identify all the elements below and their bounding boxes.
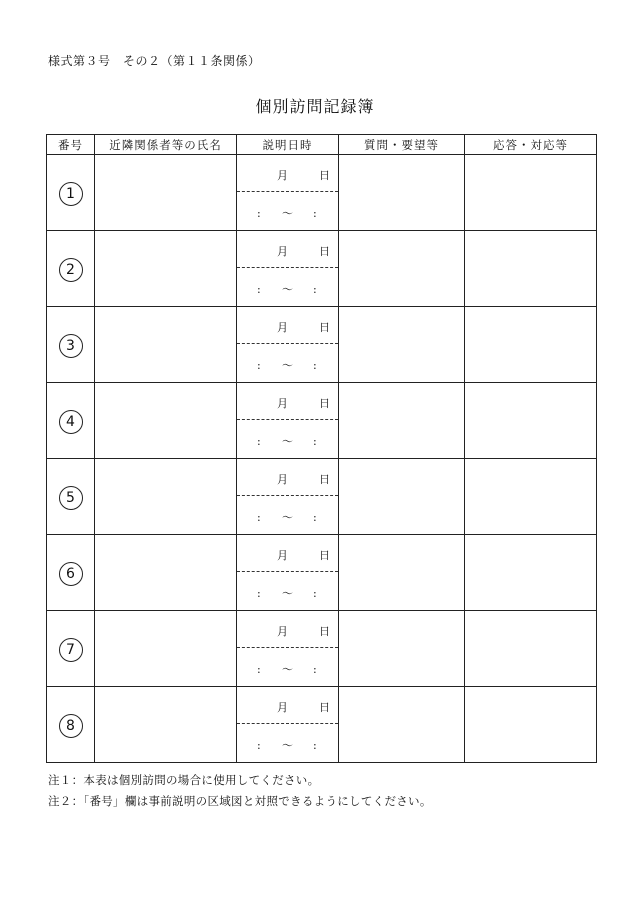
table-row bbox=[47, 307, 597, 383]
end-time-colon: : bbox=[313, 207, 317, 220]
column-header-response: 応答・対応等 bbox=[465, 135, 597, 155]
note-2: 注２：「番号」欄は事前説明の区域図と対照できるようにしてください。 bbox=[48, 794, 432, 808]
time-range-tilde: 〜 bbox=[282, 435, 293, 448]
visit-record-table bbox=[46, 134, 597, 763]
end-time-colon: : bbox=[313, 435, 317, 448]
response-cell[interactable] bbox=[465, 383, 597, 459]
datetime-cell[interactable] bbox=[237, 535, 339, 611]
row-number-cell bbox=[47, 611, 95, 687]
name-cell[interactable] bbox=[95, 231, 237, 307]
question-cell[interactable] bbox=[339, 231, 465, 307]
table-header-row bbox=[47, 135, 597, 155]
time-range-tilde: 〜 bbox=[282, 587, 293, 600]
time-range-tilde: 〜 bbox=[282, 283, 293, 296]
table-row bbox=[47, 687, 597, 763]
response-cell[interactable] bbox=[465, 687, 597, 763]
table-row bbox=[47, 383, 597, 459]
question-cell[interactable] bbox=[339, 687, 465, 763]
question-cell[interactable] bbox=[339, 383, 465, 459]
end-time-colon: : bbox=[313, 359, 317, 372]
datetime-cell[interactable] bbox=[237, 155, 339, 231]
form-number: 様式第３号 その２（第１１条関係） bbox=[48, 54, 261, 68]
day-label: 日 bbox=[319, 169, 330, 182]
name-cell[interactable] bbox=[95, 383, 237, 459]
time-subcell[interactable] bbox=[237, 648, 338, 685]
row-number-cell bbox=[47, 687, 95, 763]
name-cell[interactable] bbox=[95, 155, 237, 231]
date-subcell[interactable] bbox=[237, 231, 338, 268]
time-subcell[interactable] bbox=[237, 572, 338, 609]
start-time-colon: : bbox=[257, 587, 261, 600]
datetime-cell[interactable] bbox=[237, 307, 339, 383]
day-label: 日 bbox=[319, 321, 330, 334]
time-range-tilde: 〜 bbox=[282, 207, 293, 220]
time-subcell[interactable] bbox=[237, 724, 338, 761]
month-label: 月 bbox=[277, 321, 288, 334]
column-header-datetime: 説明日時 bbox=[237, 135, 339, 155]
response-cell[interactable] bbox=[465, 307, 597, 383]
row-number-cell bbox=[47, 383, 95, 459]
month-label: 月 bbox=[277, 169, 288, 182]
month-label: 月 bbox=[277, 397, 288, 410]
name-cell[interactable] bbox=[95, 687, 237, 763]
row-number: 3 bbox=[59, 334, 83, 358]
row-number: 5 bbox=[59, 486, 83, 510]
datetime-cell[interactable] bbox=[237, 687, 339, 763]
day-label: 日 bbox=[319, 397, 330, 410]
start-time-colon: : bbox=[257, 359, 261, 372]
start-time-colon: : bbox=[257, 207, 261, 220]
time-range-tilde: 〜 bbox=[282, 511, 293, 524]
table-row bbox=[47, 155, 597, 231]
table-row bbox=[47, 611, 597, 687]
time-subcell[interactable] bbox=[237, 192, 338, 229]
question-cell[interactable] bbox=[339, 459, 465, 535]
column-header-name: 近隣関係者等の氏名 bbox=[95, 135, 237, 155]
table-row bbox=[47, 459, 597, 535]
row-number-cell bbox=[47, 535, 95, 611]
row-number: 4 bbox=[59, 410, 83, 434]
row-number: 2 bbox=[59, 258, 83, 282]
day-label: 日 bbox=[319, 549, 330, 562]
start-time-colon: : bbox=[257, 739, 261, 752]
start-time-colon: : bbox=[257, 283, 261, 296]
row-number: 6 bbox=[59, 562, 83, 586]
month-label: 月 bbox=[277, 701, 288, 714]
datetime-cell[interactable] bbox=[237, 611, 339, 687]
row-number-cell bbox=[47, 155, 95, 231]
table-row bbox=[47, 231, 597, 307]
day-label: 日 bbox=[319, 701, 330, 714]
row-number: 8 bbox=[59, 714, 83, 738]
time-range-tilde: 〜 bbox=[282, 739, 293, 752]
row-number-cell bbox=[47, 459, 95, 535]
month-label: 月 bbox=[277, 625, 288, 638]
time-subcell[interactable] bbox=[237, 496, 338, 533]
name-cell[interactable] bbox=[95, 459, 237, 535]
date-subcell[interactable] bbox=[237, 307, 338, 344]
date-subcell[interactable] bbox=[237, 383, 338, 420]
response-cell[interactable] bbox=[465, 231, 597, 307]
start-time-colon: : bbox=[257, 435, 261, 448]
time-subcell[interactable] bbox=[237, 420, 338, 457]
datetime-cell[interactable] bbox=[237, 459, 339, 535]
date-subcell[interactable] bbox=[237, 687, 338, 724]
document-title: 個別訪問記録簿 bbox=[255, 97, 375, 116]
response-cell[interactable] bbox=[465, 535, 597, 611]
question-cell[interactable] bbox=[339, 611, 465, 687]
time-subcell[interactable] bbox=[237, 344, 338, 381]
day-label: 日 bbox=[319, 245, 330, 258]
response-cell[interactable] bbox=[465, 611, 597, 687]
end-time-colon: : bbox=[313, 663, 317, 676]
response-cell[interactable] bbox=[465, 459, 597, 535]
datetime-cell[interactable] bbox=[237, 383, 339, 459]
date-subcell[interactable] bbox=[237, 459, 338, 496]
month-label: 月 bbox=[277, 549, 288, 562]
datetime-cell[interactable] bbox=[237, 231, 339, 307]
row-number: 7 bbox=[59, 638, 83, 662]
response-cell[interactable] bbox=[465, 155, 597, 231]
end-time-colon: : bbox=[313, 283, 317, 296]
name-cell[interactable] bbox=[95, 611, 237, 687]
question-cell[interactable] bbox=[339, 155, 465, 231]
note-1: 注１：本表は個別訪問の場合に使用してください。 bbox=[48, 773, 320, 787]
time-range-tilde: 〜 bbox=[282, 359, 293, 372]
time-subcell[interactable] bbox=[237, 268, 338, 305]
question-cell[interactable] bbox=[339, 535, 465, 611]
name-cell[interactable] bbox=[95, 535, 237, 611]
day-label: 日 bbox=[319, 473, 330, 486]
month-label: 月 bbox=[277, 245, 288, 258]
start-time-colon: : bbox=[257, 511, 261, 524]
row-number-cell bbox=[47, 231, 95, 307]
end-time-colon: : bbox=[313, 587, 317, 600]
time-range-tilde: 〜 bbox=[282, 663, 293, 676]
date-subcell[interactable] bbox=[237, 535, 338, 572]
date-subcell[interactable] bbox=[237, 611, 338, 648]
end-time-colon: : bbox=[313, 511, 317, 524]
question-cell[interactable] bbox=[339, 307, 465, 383]
row-number: 1 bbox=[59, 182, 83, 206]
day-label: 日 bbox=[319, 625, 330, 638]
end-time-colon: : bbox=[313, 739, 317, 752]
table-row bbox=[47, 535, 597, 611]
start-time-colon: : bbox=[257, 663, 261, 676]
name-cell[interactable] bbox=[95, 307, 237, 383]
month-label: 月 bbox=[277, 473, 288, 486]
row-number-cell bbox=[47, 307, 95, 383]
column-header-number: 番号 bbox=[47, 135, 95, 155]
column-header-question: 質問・要望等 bbox=[339, 135, 465, 155]
date-subcell[interactable] bbox=[237, 155, 338, 192]
